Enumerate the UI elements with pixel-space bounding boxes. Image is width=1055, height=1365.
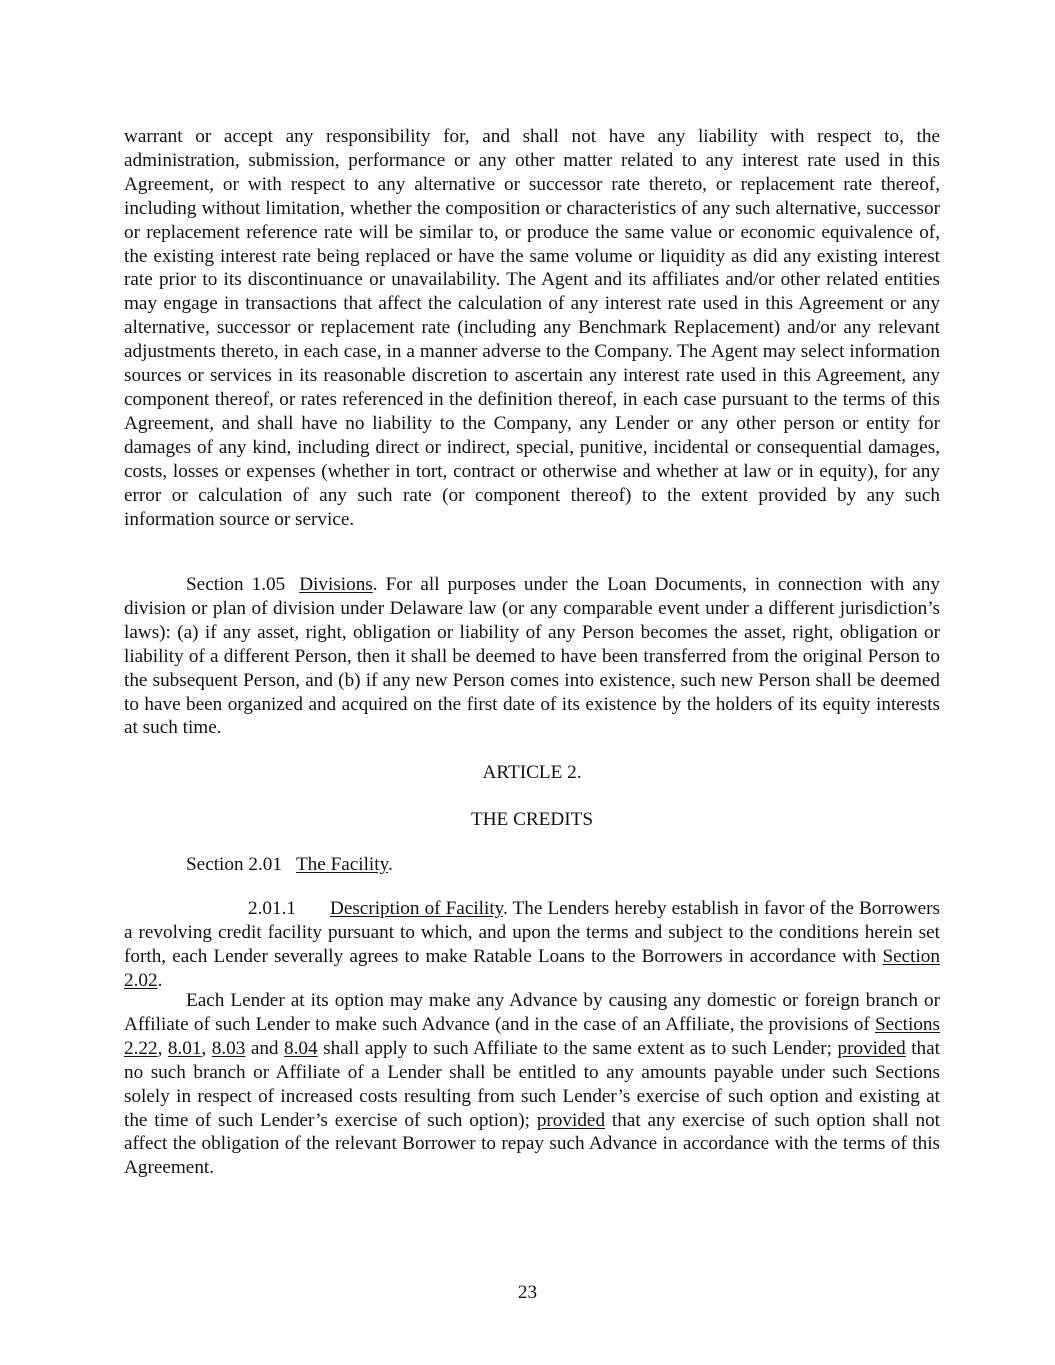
section-2-01-title: The Facility bbox=[295, 854, 388, 875]
lender-text-3: that no such branch or Affiliate of a Lender shall be entitled to any amounts payable under such Sections solely in respect of increased costs resulting from such Lender’s exercise of such option and existing at the time of such Lender’s exercise of such option); bbox=[124, 1037, 941, 1131]
section-2-01-number: Section 2.01 bbox=[186, 854, 282, 875]
subsection-2-01-1-number: 2.01.1 bbox=[248, 898, 296, 919]
section-1-05-title: Divisions bbox=[299, 574, 373, 595]
separator: , bbox=[157, 1037, 168, 1059]
lender-text-1: Each Lender at its option may make any Advance by causing any domestic or foreign branch or Affiliate of such Lender to make such Advance (and in the case of an Affiliate, the provisions of bbox=[124, 990, 940, 1035]
proviso-term: provided bbox=[536, 1109, 606, 1131]
page-number: 23 bbox=[517, 1282, 538, 1303]
sections-2-22-reference: Sections 2.22 bbox=[124, 1013, 940, 1059]
section-8-03-reference: 8.03 bbox=[211, 1037, 246, 1059]
section-1-05-body: . For all purposes under the Loan Documents, in connection with any division or plan of division under Delaware law (or any comparable event under a different jurisdiction’s laws): (a) if any asset, right, obligation or liability of any Person becomes the asset, right, obligation or liability of a different Person, then it shall be deemed to have been transferred from the original Person to the subsequent Person, and (b) if any new Person comes into existence, such new Person shall be deemed to have been organized and acquired on the first date of its existence by the holders of its equity interests at such time. bbox=[124, 574, 940, 739]
section-8-01-reference: 8.01 bbox=[167, 1037, 202, 1059]
section-1-05-number: Section 1.05 bbox=[186, 574, 286, 595]
section-2-02-reference: Section 2.02 bbox=[124, 945, 940, 991]
section-2-01-heading bbox=[186, 853, 393, 877]
lender-text-2: shall apply to such Affiliate to the same extent as to such Lender; bbox=[317, 1037, 838, 1059]
subsection-2-01-1-title: Description of Facility bbox=[329, 898, 504, 919]
article-number: ARTICLE 2. bbox=[482, 762, 582, 783]
proviso-term: provided bbox=[837, 1037, 906, 1059]
lender-text-4: that any exercise of such option shall not affect the obligation of the relevant Borrower to repay such Advance in accordance with the terms of this Agreement. bbox=[124, 1109, 941, 1179]
subsection-2-01-1-end: . bbox=[157, 969, 163, 991]
section-1-05-paragraph bbox=[124, 573, 940, 740]
section-2-01-suffix: . bbox=[387, 854, 393, 875]
section-8-04-reference: 8.04 bbox=[284, 1037, 318, 1059]
subsection-2-01-1-body: . The Lenders hereby establish in favor of the Borrowers a revolving credit facility pursuant to which, and upon the terms and subject to the conditions herein set forth, each Lender severally agrees to make Ratable Loans to the Borrowers in accordance with bbox=[124, 898, 940, 967]
paragraph-rate-disclaimer: warrant or accept any responsibility for, and shall not have any liability with respect to, the administration, submission, performance or any other matter related to any interest rate used in this Agreement, or with respect to any alternative or successor rate thereto, or replacement rate thereof, including without limitation, whether the composition or characteristics of any such alternative, successor or replacement reference rate will be similar to, or produce the same value or economic equivalence of, the existing interest rate being replaced or have the same volume or liquidity as did any existing interest rate prior to its discontinuance or unavailability. The Agent and its affiliates and/or other related entities may engage in transactions that affect the calculation of any interest rate used in this Agreement or any alternative, successor or replacement rate (including any Benchmark Replacement) and/or any relevant adjustments thereto, in each case, in a manner adverse to the Company. The Agent may select information sources or services in its reasonable discretion to ascertain any interest rate used in this Agreement, any component thereof, or rates referenced in the definition thereof, in each case pursuant to the terms of this Agreement, and shall have no liability to the Company, any Lender or any other person or entity for damages of any kind, including direct or indirect, special, punitive, incidental or consequential damages, costs, losses or expenses (whether in tort, contract or otherwise and whether at law or in equity), for any error or calculation of any such rate (or component thereof) to the extent provided by any such information source or service. bbox=[124, 126, 940, 530]
separator: and bbox=[245, 1037, 285, 1059]
article-title: THE CREDITS bbox=[470, 809, 594, 830]
lender-option-paragraph bbox=[124, 989, 940, 1180]
separator: , bbox=[201, 1037, 212, 1059]
subsection-2-01-1-paragraph bbox=[124, 897, 940, 993]
